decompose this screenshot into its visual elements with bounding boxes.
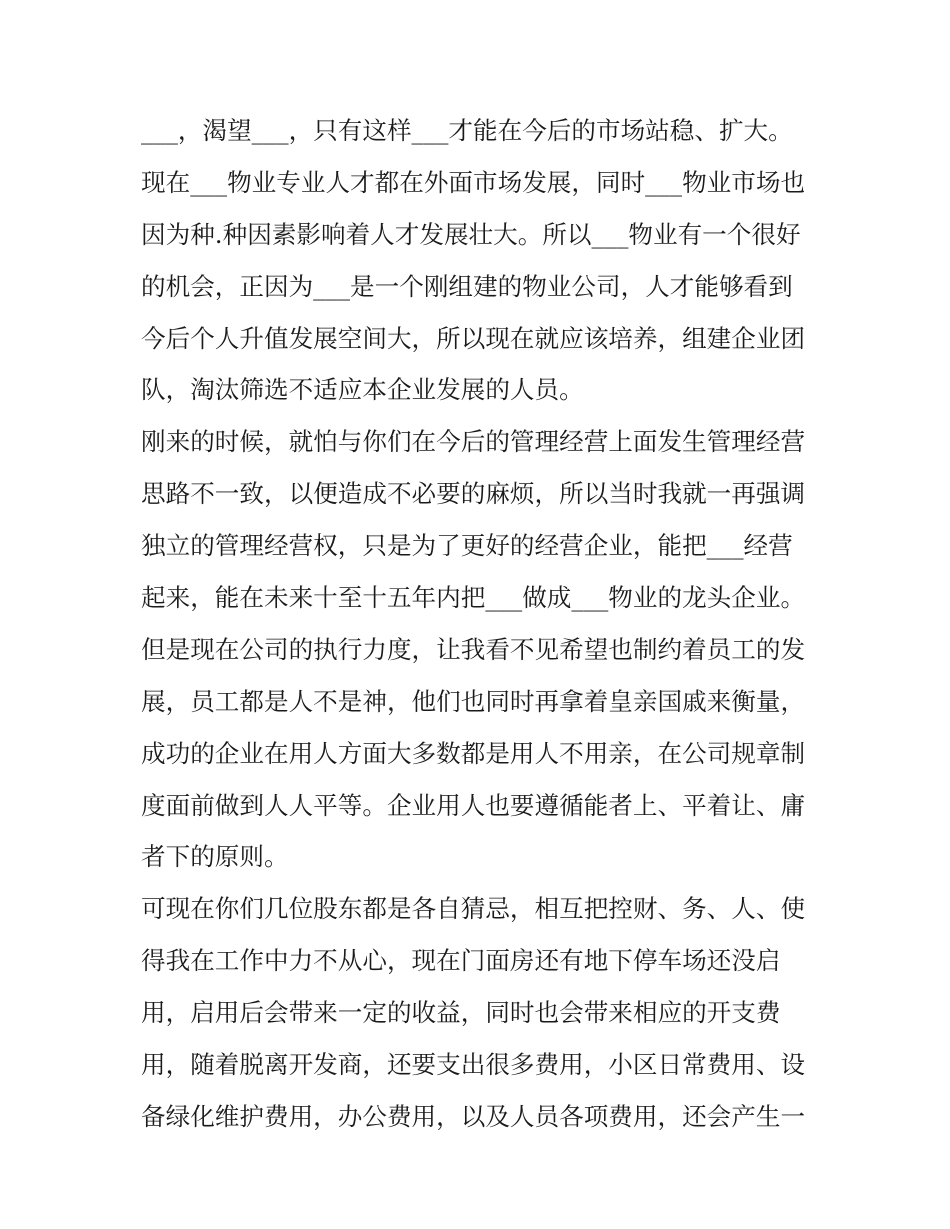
text-line-16: 可现在你们几位股东都是各自猜忌，相互把控财、务、人、使 — [141, 894, 806, 924]
text-line-17: 得我在工作中力不从心，现在门面房还有地下停车场还没启 — [141, 946, 781, 976]
text-line-8: 思路不一致，以便造成不必要的麻烦，所以当时我就一再强调 — [141, 479, 806, 509]
body-text — [141, 105, 821, 1143]
text-line-13: 成功的企业在用人方面大多数都是用人不用亲，在公司规章制 — [141, 738, 806, 768]
text-line-18: 用，启用后会带来一定的收益，同时也会带来相应的开支费 — [141, 998, 781, 1028]
text-line-19: 用，随着脱离开发商，还要支出很多费用，小区日常费用、设 — [141, 1050, 806, 1080]
text-line-15: 者下的原则。 — [141, 842, 289, 872]
text-line-7: 刚来的时候，就怕与你们在今后的管理经营上面发生管理经营 — [141, 427, 806, 457]
text-line-14: 度面前做到人人平等。企业用人也要遵循能者上、平着让、庸 — [141, 790, 806, 820]
text-line-4: 的机会，正因为___是一个刚组建的物业公司，人才能够看到 — [141, 271, 793, 301]
text-line-10: 起来，能在未来十至十五年内把___做成___物业的龙头企业。 — [141, 583, 806, 613]
text-line-5: 今后个人升值发展空间大，所以现在就应该培养，组建企业团 — [141, 323, 806, 353]
text-line-2: 现在___物业专业人才都在外面市场发展，同时___物业市场也 — [141, 167, 806, 197]
text-line-20: 备绿化维护费用，办公费用，以及人员各项费用，还会产生一 — [141, 1101, 806, 1131]
text-line-12: 展，员工都是人不是神，他们也同时再拿着皇亲国戚来衡量， — [141, 686, 806, 716]
text-line-9: 独立的管理经营权，只是为了更好的经营企业，能把___经营 — [141, 531, 793, 561]
text-line-3: 因为种.种因素影响着人才发展壮大。所以___物业有一个很好 — [141, 219, 801, 249]
text-line-6: 队，淘汰筛选不适应本企业发展的人员。 — [141, 375, 584, 405]
text-line-11: 但是现在公司的执行力度，让我看不见希望也制约着员工的发 — [141, 634, 806, 664]
text-line-1: ___，渴望___，只有这样___才能在今后的市场站稳、扩大。 — [141, 116, 793, 145]
